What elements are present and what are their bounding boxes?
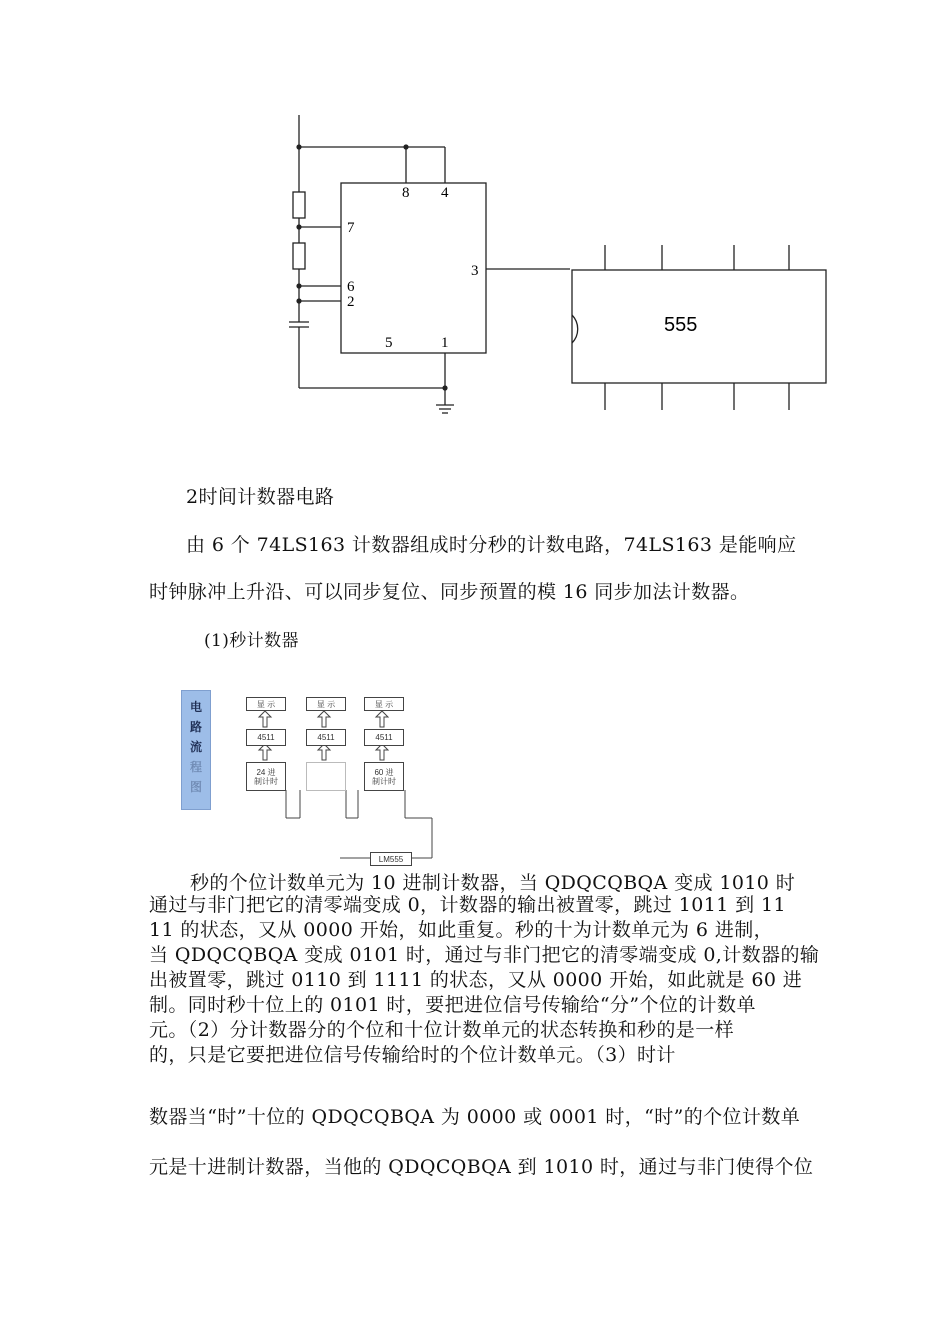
pin-8: 8 [402, 185, 410, 201]
side-char-2: 路 [189, 720, 202, 734]
tail-line-2: 元是十进制计数器，当他的 QDQCQBQA 到 1010 时，通过与非门使得个位 [149, 1156, 814, 1178]
pin-6: 6 [347, 279, 355, 295]
counter-hours-line1: 24 进 [256, 767, 276, 777]
pin-4: 4 [441, 185, 449, 201]
counter-box-minutes [306, 762, 346, 791]
section-heading: 2时间计数器电路 [186, 486, 335, 508]
counter-seconds-line2: 制计时 [372, 776, 396, 786]
counter-box-hours [246, 762, 286, 791]
body-line-3: 当 QDQCQBQA 变成 0101 时，通过与非门把它的清零端变成 0,计数器的输 [149, 944, 820, 966]
display-box-2: 显 示 [306, 697, 346, 711]
decoder-box-1: 4511 [246, 729, 286, 746]
pin-7: 7 [347, 220, 355, 236]
oscillator-box: LM555 [370, 852, 412, 866]
body-line-1: 通过与非门把它的清零端变成 0，计数器的输出被置零，跳过 1011 到 11 [149, 894, 786, 916]
chip-label: 555 [664, 314, 698, 336]
intro-line-2: 时钟脉冲上升沿、可以同步复位、同步预置的模 16 同步加法计数器。 [149, 581, 750, 603]
body-line-5: 制。同时秒十位上的 0101 时，要把进位信号传输给“分”个位的计数单 [149, 994, 756, 1016]
decoder-box-2: 4511 [306, 729, 346, 746]
body-line-2: 11 的状态，又从 0000 开始，如此重复。秒的十为计数单元为 6 进制， [149, 919, 774, 941]
side-char-3: 流 [189, 740, 202, 754]
display-box-3: 显 示 [364, 697, 404, 711]
sub-heading: (1)秒计数器 [204, 631, 299, 651]
cut-line: 秒的个位计数单元为 10 进制计数器，当 QDQCQBQA 变成 1010 时 [190, 872, 796, 894]
side-char-5: 图 [189, 780, 202, 794]
intro-line-1: 由 6 个 74LS163 计数器组成时分秒的计数电路，74LS163 是能响应 [186, 534, 797, 556]
decoder-box-3: 4511 [364, 729, 404, 746]
tail-line-1: 数器当“时”十位的 QDQCQBQA 为 0000 或 0001 时，“时”的个位计数单 [149, 1106, 801, 1128]
side-char-1: 电 [189, 700, 202, 714]
display-box-1: 显 示 [246, 697, 286, 711]
pin-2: 2 [347, 294, 355, 310]
body-line-6: 元。（2）分计数器分的个位和十位计数单元的状态转换和秒的是一样 [149, 1019, 734, 1041]
side-char-4: 程 [189, 760, 202, 774]
pin-3: 3 [471, 263, 479, 279]
counter-seconds-line1: 60 进 [374, 767, 394, 777]
counter-hours-line2: 制计时 [254, 776, 278, 786]
counter-box-seconds [364, 762, 404, 791]
body-line-7: 的，只是它要把进位信号传输给时的个位计数单元。（3）时计 [149, 1044, 676, 1066]
body-line-4: 出被置零，跳过 0110 到 1111 的状态，又从 0000 开始，如此就是 60 进 [149, 969, 803, 991]
pin-1: 1 [441, 335, 449, 351]
pin-5: 5 [385, 335, 393, 351]
